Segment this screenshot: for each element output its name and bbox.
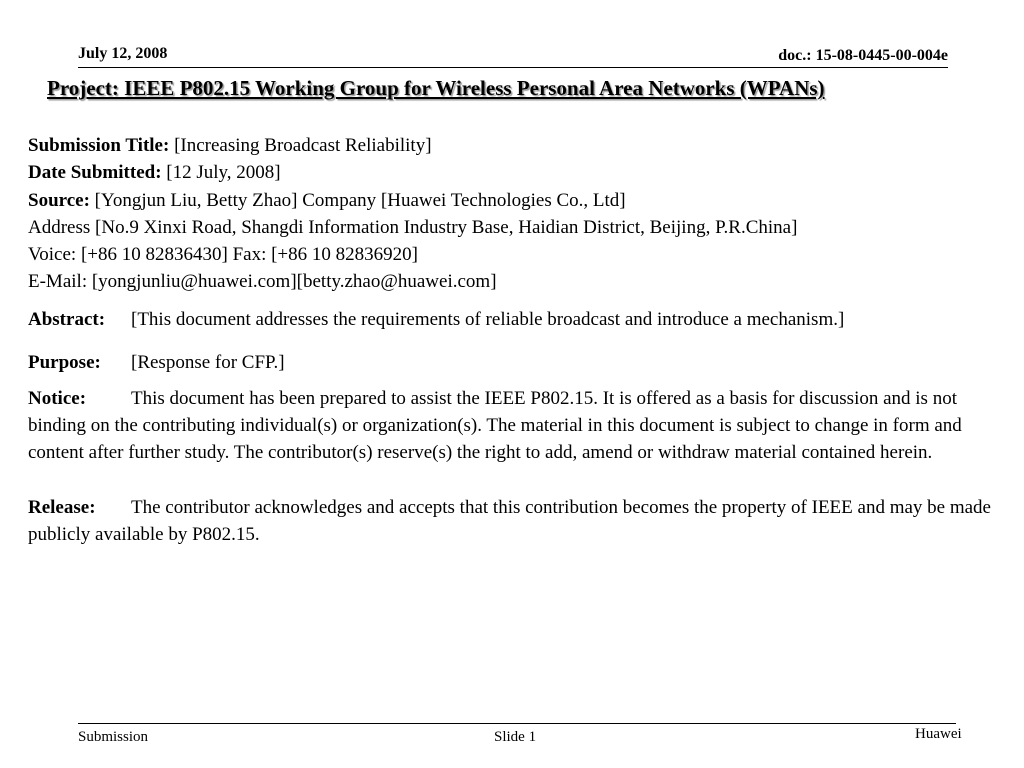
submission-title-line [28, 132, 1016, 159]
address-line: Address [No.9 Xinxi Road, Shangdi Information Industry Base, Haidian District, Beijing, P.R.China] [28, 217, 798, 238]
submission-title-label: Submission Title: [28, 135, 170, 156]
notice-value: This document has been prepared to assist the IEEE P802.15. It is offered as a basis for discussion and is not binding on the contributing individual(s) or organization(s). The material in this document is subject to change in form and content after further study. The contributor(s) reserve(s) the right to add, amend or withdraw material contained herein. [28, 388, 962, 463]
email-line: E-Mail: [yongjunliu@huawei.com][betty.zhao@huawei.com] [28, 271, 497, 292]
source-line [28, 187, 1016, 214]
footer-slide-number: Slide 1 [494, 729, 537, 745]
notice-label: Notice: [28, 388, 87, 409]
purpose-label: Purpose: [28, 352, 101, 373]
purpose-value: [Response for CFP.] [131, 352, 285, 373]
project-title: Project: IEEE P802.15 Working Group for Wireless Personal Area Networks (WPANs) [47, 76, 825, 100]
footer-submission: Submission [78, 729, 149, 745]
date-submitted-line [28, 159, 1016, 186]
source-label: Source: [28, 190, 90, 211]
voice-fax-line: Voice: [+86 10 82836430] Fax: [+86 10 82836920] [28, 244, 418, 265]
notice-paragraph [28, 385, 1016, 466]
abstract-value: [This document addresses the requirements of reliable broadcast and introduce a mechanism.] [131, 309, 845, 330]
date-submitted-value: [12 July, 2008] [166, 162, 281, 183]
submission-title-value: [Increasing Broadcast Reliability] [174, 135, 432, 156]
header-date: July 12, 2008 [78, 45, 168, 62]
abstract-label: Abstract: [28, 309, 106, 330]
footer-company: Huawei [915, 726, 962, 742]
purpose-line [28, 349, 1016, 376]
footer-divider [78, 723, 956, 724]
header-doc-id: doc.: 15-08-0445-00-004e [778, 47, 948, 64]
release-paragraph [28, 494, 1016, 548]
abstract-line [28, 306, 1016, 333]
source-value: [Yongjun Liu, Betty Zhao] Company [Huawei Technologies Co., Ltd] [94, 190, 626, 211]
date-submitted-label: Date Submitted: [28, 162, 162, 183]
header-divider [78, 67, 948, 68]
release-label: Release: [28, 497, 96, 518]
release-value: The contributor acknowledges and accepts that this contribution becomes the property of IEEE and may be made publicly available by P802.15. [28, 497, 991, 545]
